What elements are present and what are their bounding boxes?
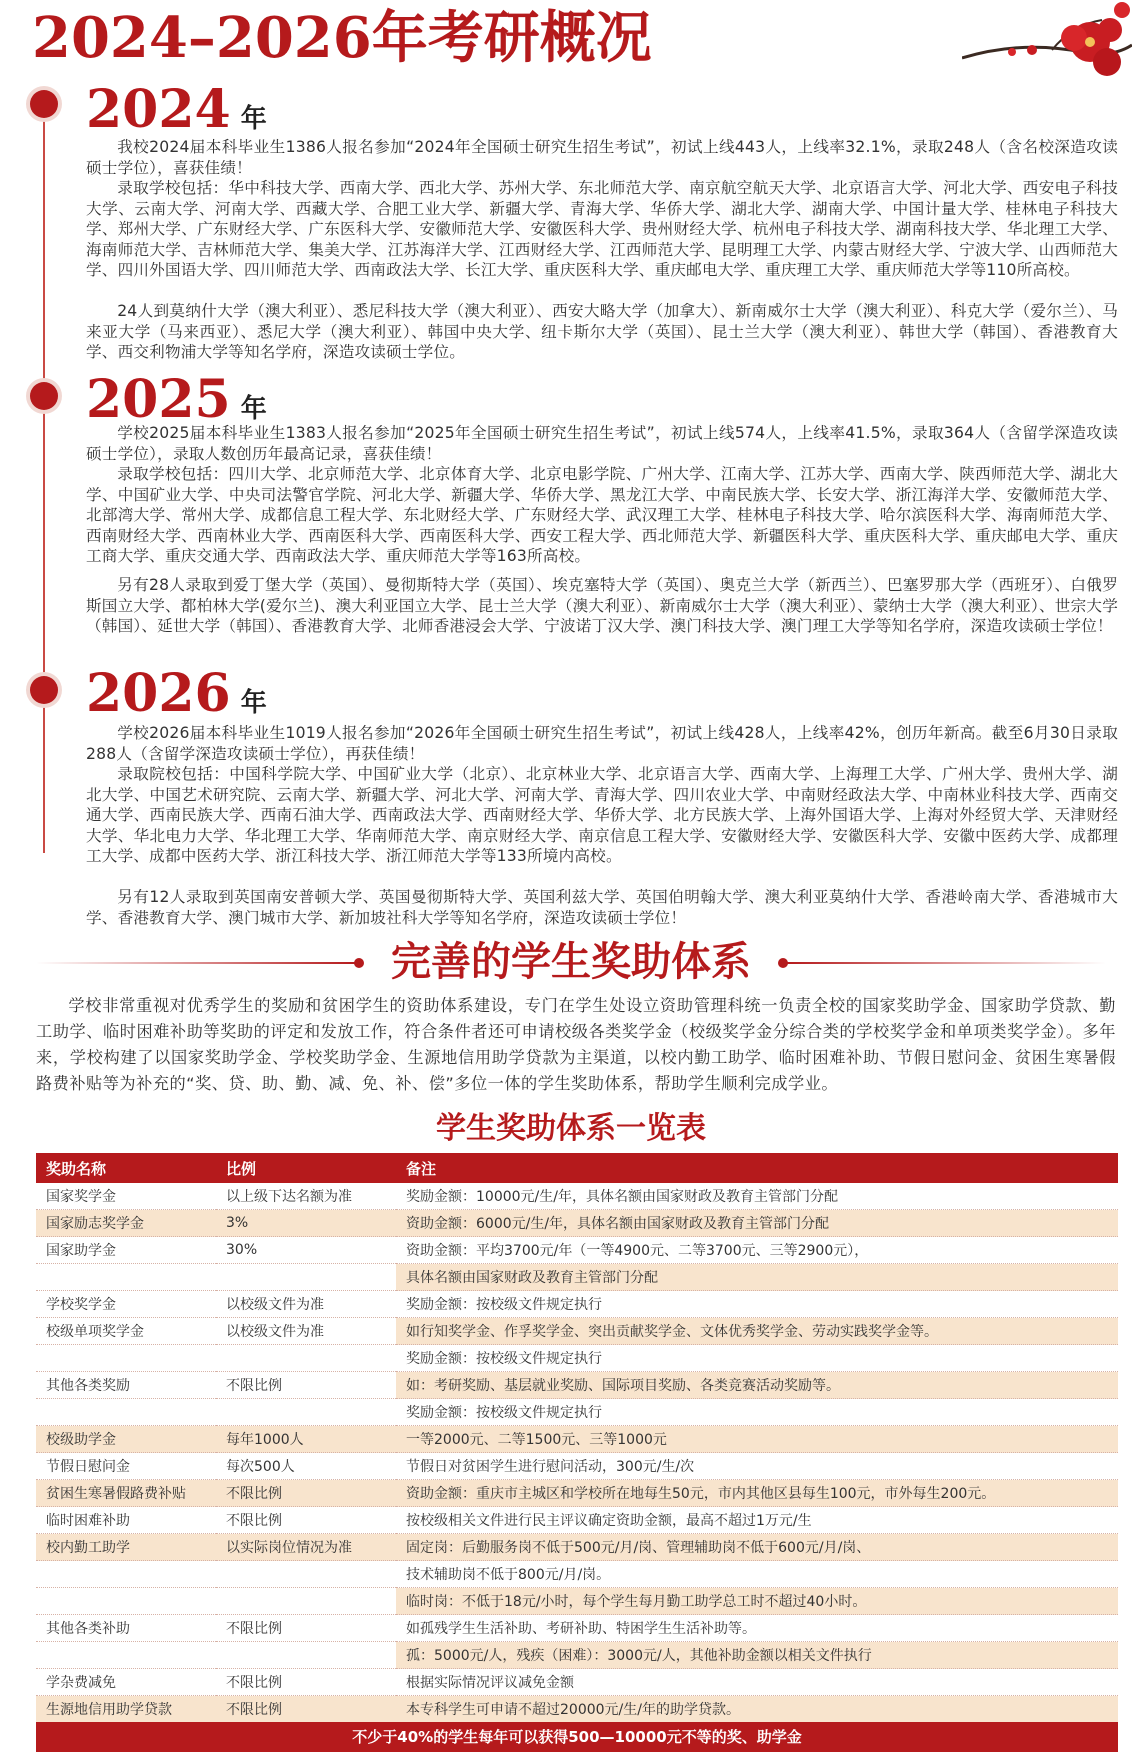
table-row: [36, 1588, 1118, 1615]
table-row: [36, 1534, 1118, 1561]
table-cell-name: 节假日慰问金: [36, 1453, 216, 1480]
year-suffix: 年: [240, 104, 267, 134]
table-cell-note: 本专科学生可申请不超过20000元/生/年的助学贷款。: [396, 1696, 1118, 1723]
timeline-line: [43, 108, 45, 398]
table-row: [36, 1345, 1118, 1372]
table-cell-note: 如孤残学生生活补助、考研补助、特困学生生活补助等。: [396, 1615, 1118, 1642]
table-cell-note: 资助金额：6000元/生/年，具体名额由国家财政及教育主管部门分配: [396, 1210, 1118, 1237]
table-cell-ratio: 以上级下达名额为准: [216, 1183, 396, 1210]
table-cell-name: 学校奖学金: [36, 1291, 216, 1318]
table-cell-note: 如：考研奖励、基层就业奖励、国际项目奖励、各类竞赛活动奖励等。: [396, 1372, 1118, 1399]
table-cell-name: [36, 1561, 216, 1588]
table-cell-name: 临时困难补助: [36, 1507, 216, 1534]
table-cell-ratio: 不限比例: [216, 1615, 396, 1642]
table-row: [36, 1291, 1118, 1318]
table-cell-note: 根据实际情况评议减免金额: [396, 1669, 1118, 1696]
paragraph: 我校2024届本科毕业生1386人报名参加“2024年全国硕士研究生招生考试”，初试上线443人，上线率32.1%，录取248人（含名校深造攻读硕士学位），喜获佳绩！: [86, 138, 1118, 177]
table-row: [36, 1507, 1118, 1534]
table-cell-note: 资助金额：平均3700元/年（一等4900元、二等3700元、三等2900元），: [396, 1237, 1118, 1264]
table-cell-note: 奖励金额：10000元/生/年，具体名额由国家财政及教育主管部门分配: [396, 1183, 1118, 1210]
table-cell-note: 孤：5000元/人，残疾（困难）：3000元/人，其他补助金额以相关文件执行: [396, 1642, 1118, 1669]
table-cell-note: 临时岗：不低于18元/小时，每个学生每月勤工助学总工时不超过40小时。: [396, 1588, 1118, 1615]
table-cell-name: [36, 1642, 216, 1669]
table-row: [36, 1426, 1118, 1453]
plum-blossom-icon: [962, 0, 1132, 110]
table-row: [36, 1480, 1118, 1507]
table-cell-ratio: 不限比例: [216, 1669, 396, 1696]
table-cell-note: 具体名额由国家财政及教育主管部门分配: [396, 1264, 1118, 1291]
table-cell-ratio: [216, 1264, 396, 1291]
year-number: 2026: [86, 663, 231, 724]
table-cell-name: 校内勤工助学: [36, 1534, 216, 1561]
section-header: [0, 938, 1142, 986]
paragraph: 学校2025届本科毕业生1383人报名参加“2025年全国硕士研究生招生考试”，初试上线574人，上线率41.5%，录取364人（含留学深造攻读硕士学位），录取人数创历年最高记录，喜获佳绩！: [86, 424, 1118, 463]
table-cell-name: 国家奖学金: [36, 1183, 216, 1210]
table-cell-ratio: 3%: [216, 1210, 396, 1237]
table-row: [36, 1696, 1118, 1723]
timeline-line: [43, 683, 45, 853]
year-heading-2026: [86, 663, 267, 731]
table-row: [36, 1669, 1118, 1696]
table-row: [36, 1561, 1118, 1588]
paragraph: 另有28人录取到爱丁堡大学（英国）、曼彻斯特大学（英国）、埃克塞特大学（英国）、奥克兰大学（新西兰）、巴塞罗那大学（西班牙）、白俄罗斯国立大学、都柏林大学(爱尔兰)、澳大利亚国立大学、昆士兰大学（澳大利亚）、新南威尔士大学（澳大利亚）、蒙纳士大学（澳大利亚）、世宗大学（韩国）、延世大学（韩国）、香港教育大学、北师香港浸会大学、宁波诺丁汉大学、澳门科技大学、澳门理工大学等知名学府，深造攻读硕士学位！: [86, 576, 1118, 635]
table-cell-ratio: 30%: [216, 1237, 396, 1264]
timeline-dot: [30, 382, 58, 410]
table-cell-ratio: 不限比例: [216, 1372, 396, 1399]
table-cell-note: 资助金额：重庆市主城区和学校所在地每生50元，市内其他区县每生100元，市外每生200元。: [396, 1480, 1118, 1507]
table-row: [36, 1264, 1118, 1291]
table-row: [36, 1615, 1118, 1642]
year-suffix: 年: [240, 394, 267, 424]
table-cell-name: 其他各类奖励: [36, 1372, 216, 1399]
timeline-line: [43, 408, 45, 673]
table-cell-note: 技术辅助岗不低于800元/月/岗。: [396, 1561, 1118, 1588]
column-header: 备注: [396, 1153, 1118, 1183]
table-row: [36, 1372, 1118, 1399]
table-cell-name: 校级助学金: [36, 1426, 216, 1453]
paragraph: 另有12人录取到英国南安普顿大学、英国曼彻斯特大学、英国利兹大学、英国伯明翰大学、澳大利亚莫纳什大学、香港岭南大学、香港城市大学、香港教育大学、澳门城市大学、新加坡社科大学等知名学府，深造攻读硕士学位！: [86, 888, 1118, 927]
year-number: 2025: [86, 369, 231, 430]
table-cell-name: [36, 1264, 216, 1291]
paragraph: 录取学校包括：四川大学、北京师范大学、北京体育大学、北京电影学院、广州大学、江南大学、江苏大学、西南大学、陕西师范大学、湖北大学、中国矿业大学、中央司法警官学院、河北大学、新疆大学、华侨大学、黑龙江大学、中南民族大学、长安大学、浙江海洋大学、安徽师范大学、北部湾大学、常州大学、成都信息工程大学、东北财经大学、广东财经大学、武汉理工大学、桂林电子科技大学、哈尔滨医科大学、海南师范大学、西南财经大学、西南林业大学、西南医科大学、西南医科大学、西安工程大学、西北师范大学、新疆医科大学、重庆医科大学、重庆邮电大学、重庆工商大学、重庆交通大学、西南政法大学、重庆师范大学等163所高校。: [86, 465, 1118, 565]
table-cell-note: 奖励金额：按校级文件规定执行: [396, 1291, 1118, 1318]
paragraph: 录取学校包括：华中科技大学、西南大学、西北大学、苏州大学、东北师范大学、南京航空航天大学、北京语言大学、河北大学、西安电子科技大学、云南大学、河南大学、西藏大学、合肥工业大学、新疆大学、青海大学、华侨大学、湖北大学、湖南大学、中国计量大学、桂林电子科技大学、郑州大学、广东财经大学、广东医科大学、安徽师范大学、安徽医科大学、贵州财经大学、杭州电子科技大学、湖南科技大学、华北理工大学、海南师范大学、吉林师范大学、集美大学、江苏海洋大学、江西财经大学、江西师范大学、昆明理工大学、内蒙古财经大学、宁波大学、山西师范大学、四川外国语大学、四川师范大学、西南政法大学、长江大学、重庆医科大学、重庆邮电大学、重庆理工大学、重庆师范大学等110所高校。: [86, 179, 1118, 279]
paragraph: 录取院校包括：中国科学院大学、中国矿业大学（北京）、北京林业大学、北京语言大学、西南大学、上海理工大学、广州大学、贵州大学、湖北大学、中国艺术研究院、云南大学、新疆大学、河北大学、河南大学、青海大学、四川农业大学、中南财经政法大学、中南林业科技大学、西南交通大学、西南民族大学、西南石油大学、西南政法大学、西南财经大学、华侨大学、北方民族大学、上海外国语大学、上海对外经贸大学、天津财经大学、华北电力大学、华北理工大学、华南师范大学、南京财经大学、南京信息工程大学、安徽财经大学、安徽医科大学、安徽中医药大学、成都理工大学、成都中医药大学、浙江科技大学、浙江师范大学等133所境内高校。: [86, 765, 1118, 865]
divider: [786, 962, 1106, 964]
footer-banner: 不少于40%的学生每年可以获得500—10000元不等的奖、助学金: [36, 1722, 1118, 1752]
table-cell-note: 固定岗：后勤服务岗不低于500元/月/岗、管理辅助岗不低于600元/月/岗、: [396, 1534, 1118, 1561]
table-cell-name: 国家助学金: [36, 1237, 216, 1264]
table-cell-ratio: [216, 1642, 396, 1669]
table-cell-name: [36, 1588, 216, 1615]
table-row: [36, 1399, 1118, 1426]
table-cell-note: 奖励金额：按校级文件规定执行: [396, 1345, 1118, 1372]
table-row: [36, 1642, 1118, 1669]
table-body: [36, 1183, 1118, 1723]
table-cell-note: 节假日对贫困学生进行慰问活动，300元/生/次: [396, 1453, 1118, 1480]
table-header-row: [36, 1153, 1118, 1183]
page-title: 2024–2026年考研概况: [32, 5, 652, 71]
column-header: 比例: [216, 1153, 396, 1183]
table-row: [36, 1453, 1118, 1480]
table-cell-name: [36, 1399, 216, 1426]
table-cell-ratio: [216, 1399, 396, 1426]
year-suffix: 年: [240, 688, 267, 718]
paragraph: 学校2026届本科毕业生1019人报名参加“2026年全国硕士研究生招生考试”，初试上线428人，上线率42%，创历年新高。截至6月30日录取288人（含留学深造攻读硕士学位），再获佳绩！: [86, 724, 1118, 763]
table-row: [36, 1210, 1118, 1237]
table-row: [36, 1183, 1118, 1210]
table-cell-ratio: [216, 1588, 396, 1615]
table-cell-ratio: 每次500人: [216, 1453, 396, 1480]
table-cell-ratio: [216, 1561, 396, 1588]
table-cell-name: 贫困生寒暑假路费补贴: [36, 1480, 216, 1507]
table-cell-note: 奖励金额：按校级文件规定执行: [396, 1399, 1118, 1426]
table-cell-note: 按校级相关文件进行民主评议确定资助金额，最高不超过1万元/生: [396, 1507, 1118, 1534]
timeline-dot: [30, 676, 58, 704]
table-cell-ratio: [216, 1345, 396, 1372]
section-intro: 学校非常重视对优秀学生的奖励和贫困学生的资助体系建设，专门在学生处设立资助管理科统一负责全校的国家奖助学金、国家助学贷款、勤工助学、临时困难补助等奖助的评定和发放工作，符合条件者还可申请校级各类奖学金（校级奖学金分综合类的学校奖学金和单项类奖学金）。多年来，学校构建了以国家奖助学金、学校奖助学金、生源地信用助学贷款为主渠道，以校内勤工助学、临时困难补助、节假日慰问金、贫困生寒暑假路费补贴等为补充的“奖、贷、助、勤、减、免、补、偿”多位一体的学生奖助体系，帮助学生顺利完成学业。: [36, 996, 1116, 1093]
year-number: 2024: [86, 79, 231, 140]
table-cell-ratio: 不限比例: [216, 1507, 396, 1534]
table-row: [36, 1318, 1118, 1345]
table-cell-note: 如行知奖学金、作孚奖学金、突出贡献奖学金、文体优秀奖学金、劳动实践奖学金等。: [396, 1318, 1118, 1345]
aid-table: [36, 1153, 1118, 1723]
table-title: 学生奖助体系一览表: [436, 1111, 706, 1146]
timeline-dot: [30, 90, 58, 118]
table-cell-ratio: 以校级文件为准: [216, 1318, 396, 1345]
table-cell-ratio: 不限比例: [216, 1696, 396, 1723]
section-title: 完善的学生奖助体系: [391, 938, 751, 985]
column-header: 奖助名称: [36, 1153, 216, 1183]
paragraph: 24人到莫纳什大学（澳大利亚）、悉尼科技大学（澳大利亚）、西安大略大学（加拿大）、新南威尔士大学（澳大利亚）、科克大学（爱尔兰）、马来亚大学（马来西亚）、悉尼大学（澳大利亚）、韩国中央大学、纽卡斯尔大学（英国）、昆士兰大学（澳大利亚）、韩世大学（韩国）、香港教育大学、西交利物浦大学等知名学府，深造攻读硕士学位。: [86, 302, 1118, 361]
table-cell-name: 其他各类补助: [36, 1615, 216, 1642]
table-cell-name: 生源地信用助学贷款: [36, 1696, 216, 1723]
table-cell-note: 一等2000元、二等1500元、三等1000元: [396, 1426, 1118, 1453]
table-cell-name: 学杂费减免: [36, 1669, 216, 1696]
table-cell-name: 国家励志奖学金: [36, 1210, 216, 1237]
table-row: [36, 1237, 1118, 1264]
table-cell-ratio: 每年1000人: [216, 1426, 396, 1453]
table-cell-ratio: 以实际岗位情况为准: [216, 1534, 396, 1561]
table-cell-ratio: 不限比例: [216, 1480, 396, 1507]
table-cell-ratio: 以校级文件为准: [216, 1291, 396, 1318]
table-cell-name: [36, 1345, 216, 1372]
table-cell-name: 校级单项奖学金: [36, 1318, 216, 1345]
